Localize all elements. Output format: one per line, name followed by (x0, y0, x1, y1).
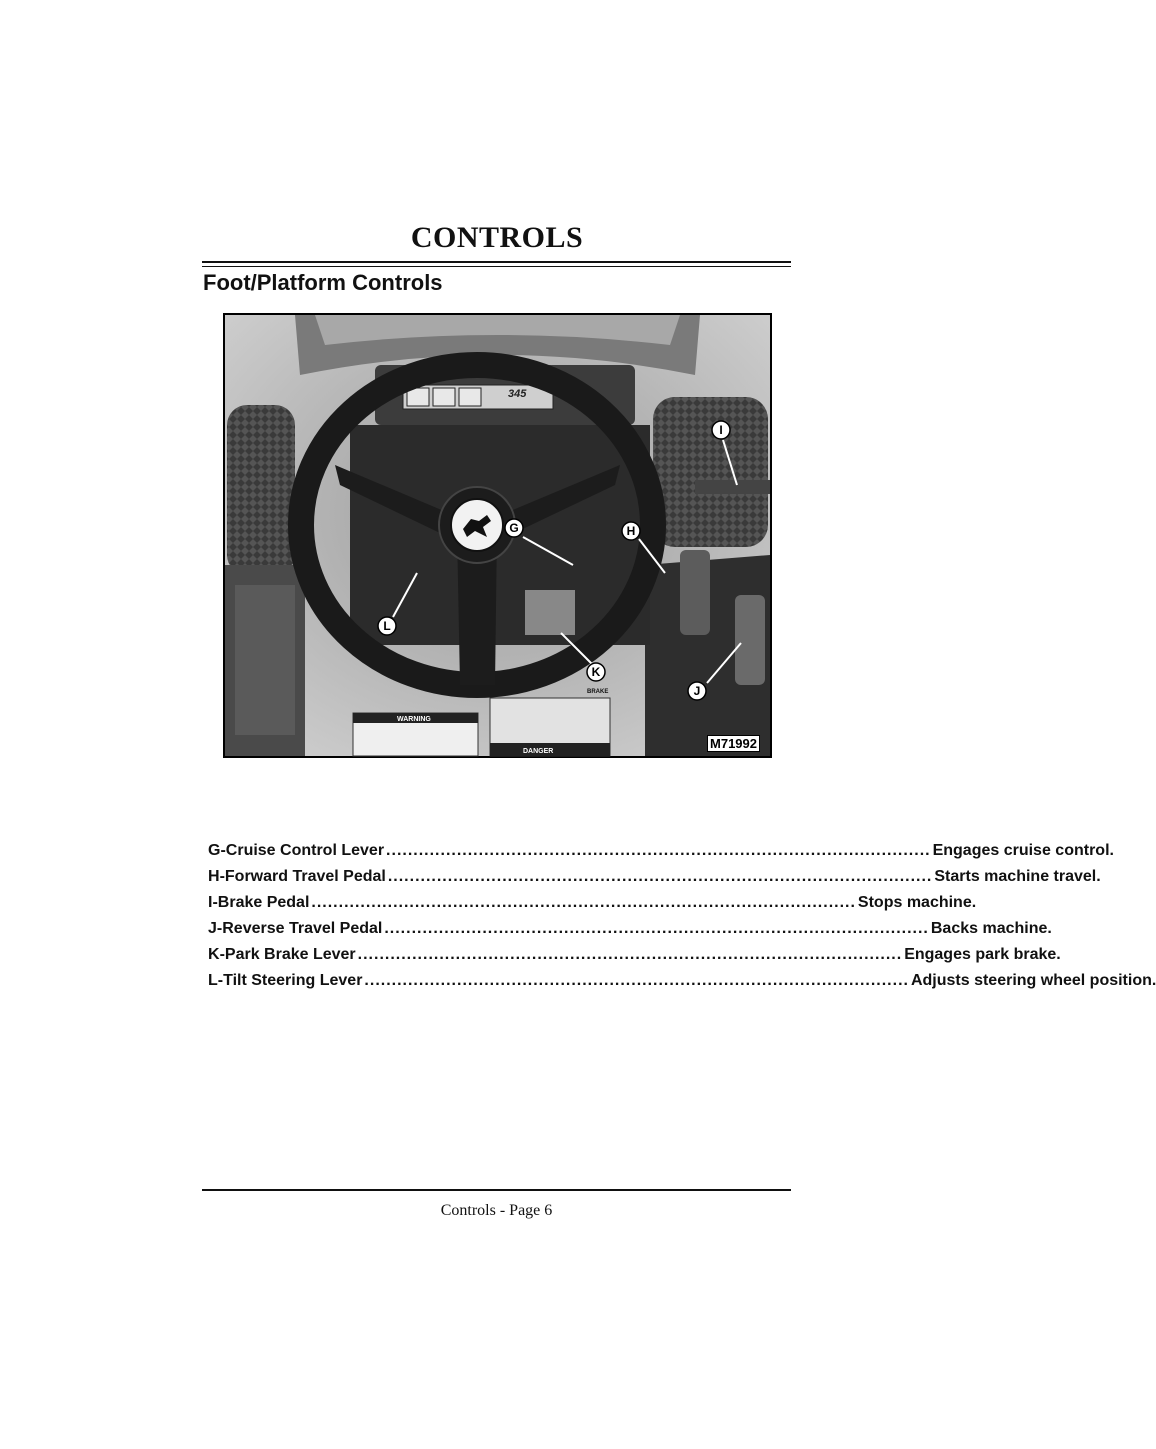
callout-l-label: L (383, 619, 391, 633)
legend-dash: - (216, 920, 223, 937)
page-title: CONTROLS (410, 221, 584, 254)
legend-leader-dots: .................................................................................................... (387, 868, 933, 885)
legend-description: Adjusts steering wheel position. (910, 972, 1156, 989)
legend-row (208, 942, 1061, 968)
legend-row (208, 838, 1114, 864)
callout-h-label: H (626, 524, 636, 538)
callout-k-label: K (591, 665, 601, 679)
legend-dash: - (212, 894, 218, 911)
danger-decal-text: DANGER (523, 748, 554, 755)
title-rule-thin (202, 266, 791, 267)
callout-j-label: J (693, 684, 701, 698)
legend-dash: - (217, 972, 224, 989)
brake-decal-text: BRAKE (587, 689, 609, 695)
callout-i-label: I (719, 423, 723, 437)
controls-photo-figure (223, 313, 772, 758)
legend-description: Engages park brake. (904, 946, 1061, 963)
page-footer: Controls - Page 6 (440, 1202, 553, 1219)
legend-dash: - (219, 868, 225, 885)
legend-row (208, 890, 977, 916)
legend-letter: L (208, 972, 218, 989)
legend-description: Backs machine. (930, 920, 1052, 937)
legend-row (208, 968, 1156, 994)
legend-control-name: Cruise Control Lever (225, 842, 385, 859)
right-tire (653, 397, 768, 547)
legend-row (208, 916, 1052, 942)
legend-description: Engages cruise control. (932, 842, 1114, 859)
left-tire (227, 405, 295, 575)
legend-control-name: Tilt Steering Lever (223, 972, 363, 989)
legend-control-name: Forward Travel Pedal (224, 868, 386, 885)
section-heading: Foot/Platform Controls (203, 270, 443, 295)
legend-letter: G (208, 842, 221, 859)
legend-leader-dots: .................................................................................................... (311, 894, 856, 911)
legend-leader-dots: .................................................................................................... (357, 946, 903, 963)
reverse-pedal (735, 595, 765, 685)
legend-control-name: Brake Pedal (217, 894, 310, 911)
legend-description: Stops machine. (857, 894, 977, 911)
tractor-controls-illustration (225, 315, 770, 756)
figure-id-label: M71992 (707, 735, 760, 752)
legend-dash: - (220, 842, 226, 859)
legend-row (208, 864, 1101, 890)
model-number-decal: 345 (508, 388, 527, 400)
brake-pedal-arm (695, 480, 770, 494)
legend-letter: J (208, 920, 217, 937)
warning-decal-text: WARNING (397, 716, 431, 723)
callout-g-label: G (509, 521, 519, 535)
legend-letter: K (208, 946, 220, 963)
legend-letter: H (208, 868, 220, 885)
legend-leader-dots: .................................................................................................... (384, 920, 929, 937)
forward-pedal (680, 550, 710, 635)
legend-control-name: Reverse Travel Pedal (222, 920, 383, 937)
footer-rule (202, 1189, 791, 1191)
title-rule-thick (202, 261, 791, 263)
legend-letter: I (208, 894, 213, 911)
legend-description: Starts machine travel. (934, 868, 1101, 885)
legend-leader-dots: .................................................................................................... (364, 972, 909, 989)
legend-leader-dots: .................................................................................................... (386, 842, 931, 859)
legend-control-name: Park Brake Lever (224, 946, 356, 963)
legend-dash: - (219, 946, 225, 963)
controls-legend (208, 838, 1156, 994)
